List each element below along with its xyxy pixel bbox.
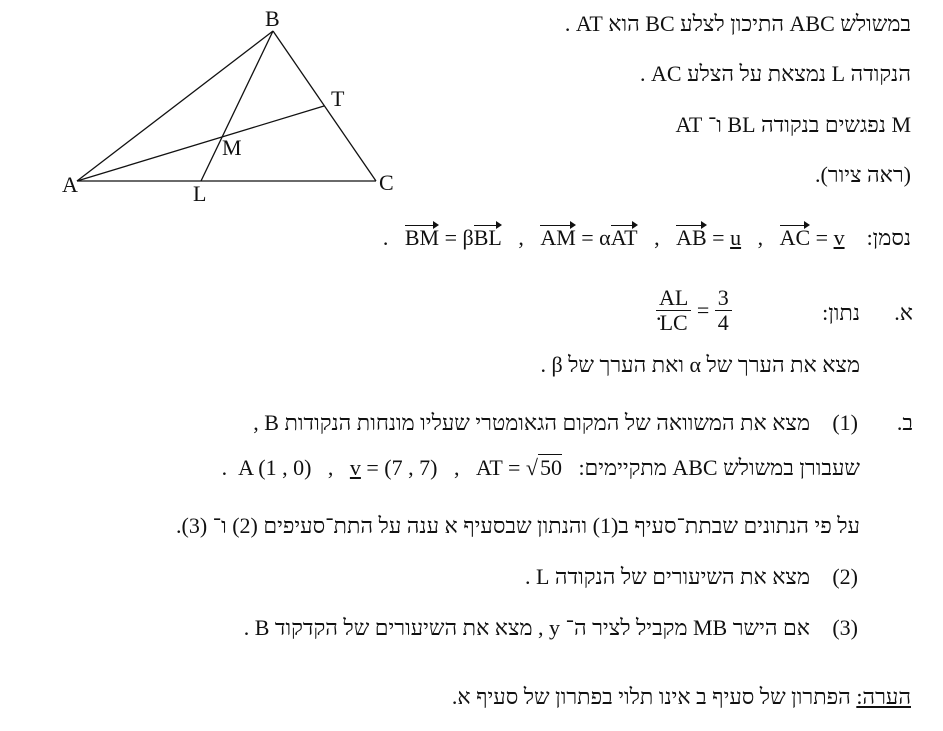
vector-ab-eq bbox=[676, 225, 741, 250]
comma: , bbox=[518, 225, 524, 250]
side-label: AC bbox=[651, 61, 682, 86]
subpart-number: (1) bbox=[832, 410, 858, 435]
period: . bbox=[656, 300, 662, 325]
median-label: AT bbox=[575, 11, 603, 36]
task-text: אם הישר MB מקביל לציר ה־ y , מצא את השיעורים של הקדקוד B . bbox=[243, 615, 810, 640]
intro-text: במשולש bbox=[840, 11, 911, 36]
task-text: מצא את המשוואה של המקום הגאומטרי שעליו מונחות הנקודות B , bbox=[253, 410, 810, 435]
vector-bm-eq bbox=[405, 225, 502, 250]
part-b-bridge bbox=[176, 515, 860, 537]
vector-ab: AB bbox=[676, 225, 707, 250]
vector-bl: BL bbox=[473, 225, 502, 250]
segment-bc bbox=[273, 31, 376, 181]
segment-label: BL bbox=[727, 112, 756, 137]
note-label: הערה: bbox=[856, 684, 911, 709]
point-a-coords: A (1 , 0) bbox=[238, 455, 312, 480]
segment-at bbox=[77, 106, 324, 181]
part-b-letter bbox=[897, 412, 913, 434]
vector-u: u bbox=[730, 225, 742, 250]
intro-text: הוא bbox=[608, 11, 640, 36]
given-label: נתון: bbox=[822, 300, 860, 325]
part-b-conditions bbox=[222, 457, 860, 479]
comma: , bbox=[327, 455, 334, 480]
note-text: הפתרון של סעיף ב אינו תלוי בפתרון של סעיף א. bbox=[451, 684, 857, 709]
intro-line-1 bbox=[565, 13, 911, 35]
label-c: C bbox=[379, 170, 394, 195]
at-equals: AT = bbox=[475, 455, 521, 480]
label-l: L bbox=[193, 181, 207, 206]
part-a-given bbox=[822, 302, 860, 324]
v-value bbox=[350, 455, 438, 480]
fraction-3-4 bbox=[715, 287, 732, 334]
point-label: M bbox=[891, 112, 911, 137]
label-m: M bbox=[222, 135, 242, 160]
part-letter: א. bbox=[894, 300, 913, 325]
task-text: מצא את הערך של α ואת הערך של β . bbox=[540, 352, 860, 377]
part-b-sub3-num bbox=[832, 617, 858, 639]
denominator: LC bbox=[659, 310, 688, 335]
label-t: T bbox=[331, 86, 345, 111]
sqrt-value: 50 bbox=[539, 455, 562, 480]
vector-at: AT bbox=[610, 225, 638, 250]
equals-alpha: = α bbox=[581, 225, 611, 250]
subpart-number: (3) bbox=[832, 615, 858, 640]
vector-v: v bbox=[833, 225, 845, 250]
part-b-sub1-num bbox=[832, 412, 858, 434]
denominator: 4 bbox=[717, 310, 729, 335]
note-line bbox=[452, 686, 911, 708]
subpart-number: (2) bbox=[832, 564, 858, 589]
v-equals: = (7 , 7) bbox=[366, 455, 438, 480]
intro-text: נפגשים בנקודה bbox=[761, 112, 886, 137]
intro-line-3 bbox=[675, 114, 911, 136]
period: . bbox=[382, 225, 389, 250]
see-figure-text: (ראה ציור). bbox=[814, 162, 911, 187]
vector-ac: AC bbox=[779, 225, 811, 250]
equals: = bbox=[696, 297, 710, 323]
comma: , bbox=[654, 225, 660, 250]
median-label: AT bbox=[675, 112, 703, 137]
triangle-diagram bbox=[0, 0, 420, 210]
point-label: L bbox=[831, 61, 846, 86]
numerator: 3 bbox=[715, 287, 732, 311]
vector-bm: BM bbox=[404, 225, 440, 250]
part-a-letter bbox=[894, 302, 913, 324]
vector-v: v bbox=[349, 455, 361, 480]
notation-label: נסמן: bbox=[866, 225, 911, 250]
vector-am: AM bbox=[540, 225, 576, 250]
notation-line bbox=[383, 227, 911, 249]
segment-ab bbox=[77, 31, 273, 181]
part-b-sub3-text bbox=[244, 617, 810, 639]
at-length: AT = √50 bbox=[475, 455, 562, 480]
label-b: B bbox=[265, 6, 280, 31]
comma: , bbox=[757, 225, 764, 250]
period: . bbox=[640, 61, 646, 86]
vector-am-eq bbox=[540, 225, 637, 250]
period: . bbox=[221, 455, 228, 480]
intro-line-4 bbox=[815, 164, 911, 186]
triangle-label: ABC bbox=[789, 11, 835, 36]
side-label: BC bbox=[645, 11, 675, 36]
part-b-sub2-num bbox=[832, 566, 858, 588]
task-text: מצא את השיעורים של הנקודה L . bbox=[524, 564, 810, 589]
intro-line-2 bbox=[640, 63, 911, 85]
equals: = bbox=[712, 225, 725, 250]
ratio-formula bbox=[656, 287, 732, 334]
part-letter: ב. bbox=[896, 410, 913, 435]
part-b-sub1-text bbox=[253, 412, 810, 434]
period: . bbox=[564, 11, 571, 36]
bridge-text: על פי הנתונים שבתת־סעיף ב(1) והנתון שבסעיף א ענה על התת־סעיפים (2) ו־ (3). bbox=[176, 513, 860, 538]
conjunction: ו־ bbox=[707, 112, 722, 137]
conditions-text: שעבורן במשולש ABC מתקיימים: bbox=[578, 455, 860, 480]
label-a: A bbox=[62, 172, 78, 197]
comma: , bbox=[453, 455, 460, 480]
part-a-task bbox=[540, 354, 860, 376]
numerator: AL bbox=[656, 287, 691, 311]
equals: = bbox=[815, 225, 829, 250]
part-b-sub2-text bbox=[525, 566, 810, 588]
equals-beta: = β bbox=[444, 225, 474, 250]
ratio-period bbox=[656, 302, 662, 324]
intro-text: נמצאת על הצלע bbox=[687, 61, 827, 86]
vector-ac-eq bbox=[780, 225, 845, 250]
intro-text: התיכון לצלע bbox=[680, 11, 785, 36]
intro-text: הנקודה bbox=[850, 61, 911, 86]
